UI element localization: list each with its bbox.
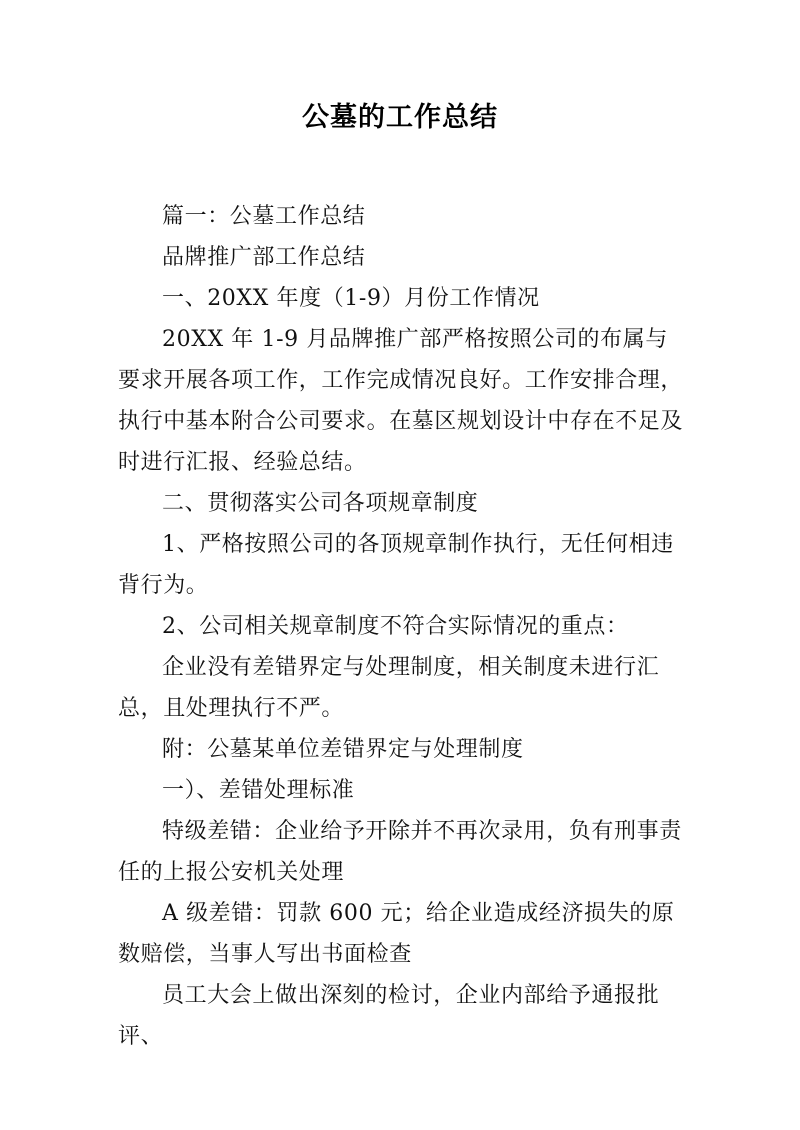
paragraph-heading-1: 一、20XX 年度（1-9）月份工作情况: [162, 286, 540, 311]
paragraph-item-1: 1、严格按照公司的各顶规章制作执行，无任何相违背行为。: [118, 532, 674, 598]
paragraph-heading-2: 二、贯彻落实公司各项规章制度: [162, 491, 479, 516]
paragraph-standard-heading: 一）、差错处理标准: [162, 778, 355, 803]
paragraph-body-1: 20XX 年 1-9 月品牌推广部严格按照公司的布属与要求开展各项工作，工作完成情况良好。工作安排合理，执行中基本附合公司要求。在墓区规划设计中存在不足及时进行汇报、经验总结。: [118, 327, 684, 475]
paragraph-a-error: A 级差错：罚款 600 元；给企业造成经济损失的原数赔偿，当事人写出书面检查: [118, 901, 675, 967]
paragraph-staff-meeting: 员工大会上做出深刻的检讨，企业内部给予通报批评、: [118, 983, 660, 1049]
paragraph-body-2: 企业没有差错界定与处理制度，相关制度未进行汇总，且处理执行不严。: [118, 655, 660, 721]
document-body: [118, 196, 690, 1057]
document-title: 公墓的工作总结: [302, 102, 498, 133]
paragraph-appendix-heading: 附：公墓某单位差错界定与处理制度: [162, 737, 524, 762]
paragraph-subtitle: 品牌推广部工作总结: [162, 245, 366, 270]
paragraph-section-heading: 篇一：公墓工作总结: [162, 204, 366, 229]
paragraph-item-2: 2、公司相关规章制度不符合实际情况的重点：: [162, 614, 629, 639]
paragraph-special-error: 特级差错：企业给予开除并不再次录用，负有刑事责任的上报公安机关处理: [118, 819, 682, 885]
